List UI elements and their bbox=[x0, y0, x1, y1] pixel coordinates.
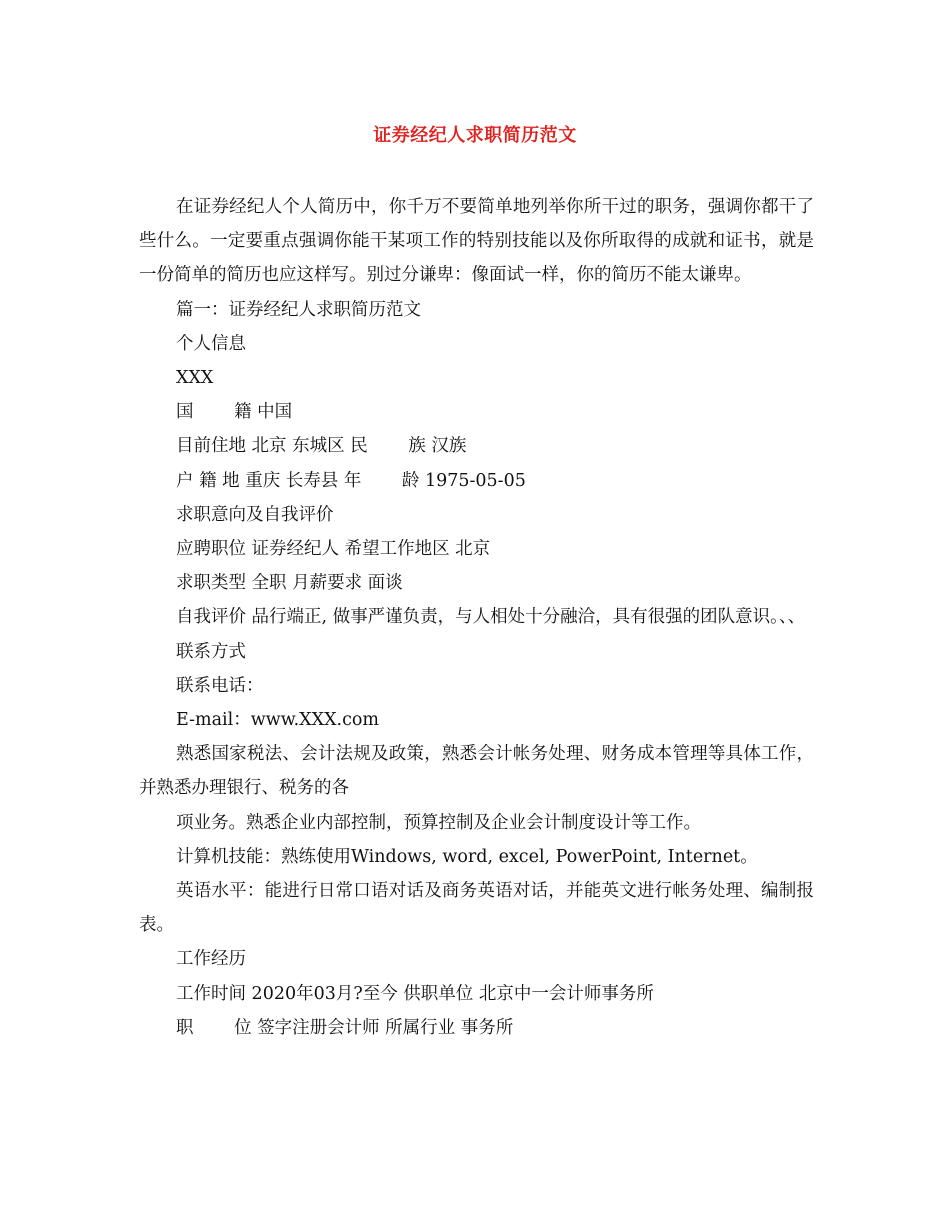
residence-ethnicity-line: 目前住地 北京 东城区 民 族 汉族 bbox=[176, 436, 467, 457]
section-heading-work-experience: 工作经历 bbox=[176, 949, 246, 970]
section-heading-personal-info: 个人信息 bbox=[176, 333, 246, 354]
section-heading-part-one: 篇一：证券经纪人求职简历范文 bbox=[176, 299, 421, 320]
english-level-line: 英语水平：能进行日常口语对话及商务英语对话，并能英文进行帐务处理、编制报表。 bbox=[139, 881, 814, 936]
skills-paragraph-1: 熟悉国家税法、会计法规及政策，熟悉会计帐务处理、财务成本管理等具体工作，并熟悉办理银行、税务的各 bbox=[139, 744, 814, 799]
job-type-salary-line: 求职类型 全职 月薪要求 面谈 bbox=[176, 573, 403, 594]
intro-paragraph: 在证券经纪人个人简历中，你千万不要简单地列举你所干过的职务，强调你都干了些什么。一定要重点强调你能干某项工作的特别技能以及你所取得的成就和证书，就是一份简单的简历也应这样写。别过分谦卑：像面试一样，你的简历不能太谦卑。 bbox=[139, 197, 814, 286]
email-line: E-mail：www.XXX.com bbox=[176, 710, 380, 731]
document-title: 证券经纪人求职简历范文 bbox=[373, 125, 577, 146]
computer-skills-line: 计算机技能：熟练使用Windows, word, excel, PowerPoint, Internet。 bbox=[176, 846, 758, 867]
hukou-age-line: 户 籍 地 重庆 长寿县 年 龄 1975-05-05 bbox=[176, 470, 526, 491]
phone-line: 联系电话： bbox=[176, 675, 264, 696]
section-heading-job-intent: 求职意向及自我评价 bbox=[176, 504, 334, 525]
skills-paragraph-2: 项业务。熟悉企业内部控制，预算控制及企业会计制度设计等工作。 bbox=[176, 812, 701, 833]
work-time-employer-line: 工作时间 2020年03月?至今 供职单位 北京中一会计师事务所 bbox=[176, 983, 654, 1004]
job-title-industry-line: 职 位 签字注册会计师 所属行业 事务所 bbox=[176, 1017, 514, 1038]
nationality-line: 国 籍 中国 bbox=[176, 402, 293, 423]
self-evaluation-line: 自我评价 品行端正, 做事严谨负责，与人相处十分融洽，具有很强的团队意识。、、 bbox=[176, 607, 806, 628]
name-line: XXX bbox=[176, 368, 214, 389]
position-location-line: 应聘职位 证券经纪人 希望工作地区 北京 bbox=[176, 539, 491, 560]
document-body bbox=[139, 190, 814, 1045]
section-heading-contact: 联系方式 bbox=[176, 641, 246, 662]
